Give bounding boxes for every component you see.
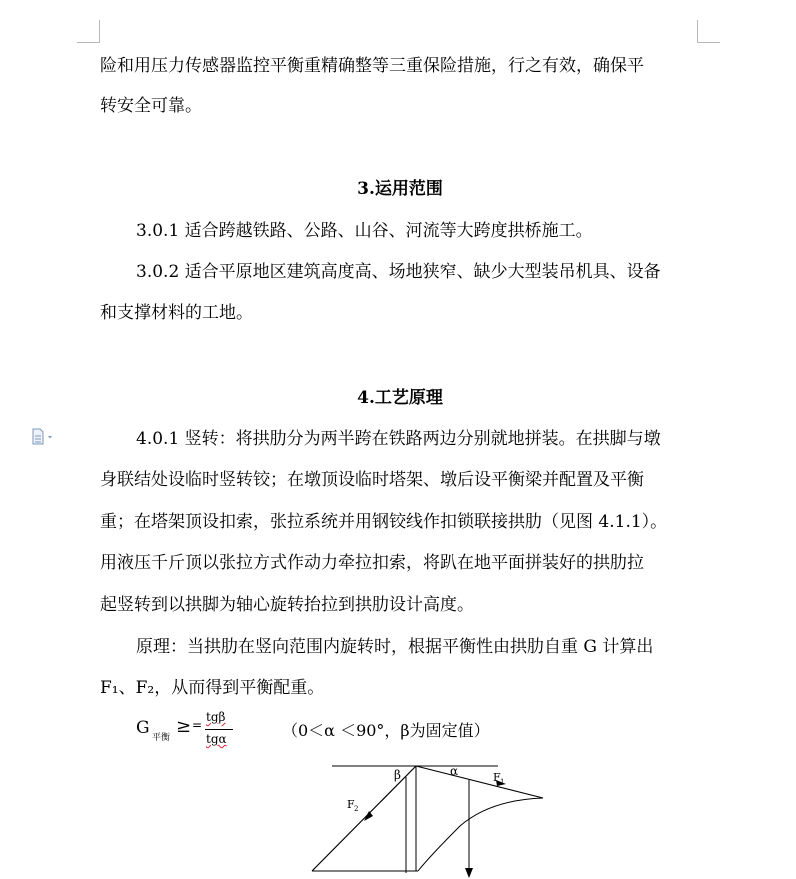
formula-lhs: G <box>136 718 150 738</box>
paragraph-3-0-1: 3.0.1 适合跨越铁路、公路、山谷、河流等大跨度拱桥施工。 <box>136 221 593 241</box>
paragraph-4-0-1-line: 4.0.1 竖转：将拱肋分为两半跨在铁路两边分别就地拼装。在拱脚与墩 <box>136 429 661 449</box>
formula-equals: = <box>192 718 203 732</box>
formula-condition: （0＜α ＜90°，β为固定值） <box>282 721 490 740</box>
paragraph-line: 转安全可靠。 <box>100 96 202 116</box>
f2-arrow-head <box>364 811 373 821</box>
beta-label: β <box>394 768 401 782</box>
alpha-label: α <box>450 764 459 778</box>
section-heading-3: 3.运用范围 <box>357 179 443 199</box>
formula-numerator: tgβ <box>206 710 226 724</box>
f2-subscript: 2 <box>354 805 359 813</box>
paragraph-4-0-1-line: 身联结处设临时竖转铰；在墩顶设临时塔架、墩后设平衡梁并配置及平衡 <box>100 470 644 490</box>
formula-geq: ≥ <box>176 716 192 737</box>
arch-rib <box>416 766 543 871</box>
document-icon[interactable] <box>31 428 57 446</box>
balance-formula <box>136 712 616 752</box>
principle-line: F₁、F₂，从而得到平衡配重。 <box>100 678 325 698</box>
paragraph-4-0-1-line: 重；在塔架顶设扣索，张拉系统并用钢铰线作扣锁联接拱肋（见图 4.1.1）。 <box>100 512 668 532</box>
principle-line: 原理：当拱肋在竖向范围内旋转时，根据平衡性由拱肋自重 G 计算出 <box>136 637 654 657</box>
paragraph-4-0-1-line: 起竖转到以拱脚为轴心旋转抬拉到拱肋设计高度。 <box>100 595 474 615</box>
formula-denominator: tgα <box>206 732 227 746</box>
gravity-arrow-head <box>465 868 473 878</box>
f1-label: F <box>493 771 501 784</box>
paragraph-3-0-2-line: 和支撑材料的工地。 <box>100 303 253 323</box>
page-corner-mark-top-right <box>697 20 720 43</box>
paragraph-3-0-2-line: 3.0.2 适合平原地区建筑高度高、场地狭窄、缺少大型装吊机具、设备 <box>136 262 661 282</box>
section-heading-4: 4.工艺原理 <box>357 388 443 408</box>
swivel-diagram <box>300 758 560 879</box>
paragraph-4-0-1-line: 用液压千斤顶以张拉方式作动力牵拉扣索，将趴在地平面拼装好的拱肋拉 <box>100 553 644 573</box>
f2-label: F <box>347 798 355 811</box>
fraction-bar <box>205 729 233 730</box>
paragraph-line: 险和用压力传感器监控平衡重精确整等三重保险措施，行之有效，确保平 <box>100 56 644 76</box>
formula-subscript: 平衡 <box>152 733 171 743</box>
f1-subscript: 1 <box>500 778 505 786</box>
page-corner-mark-top-left <box>77 20 100 43</box>
